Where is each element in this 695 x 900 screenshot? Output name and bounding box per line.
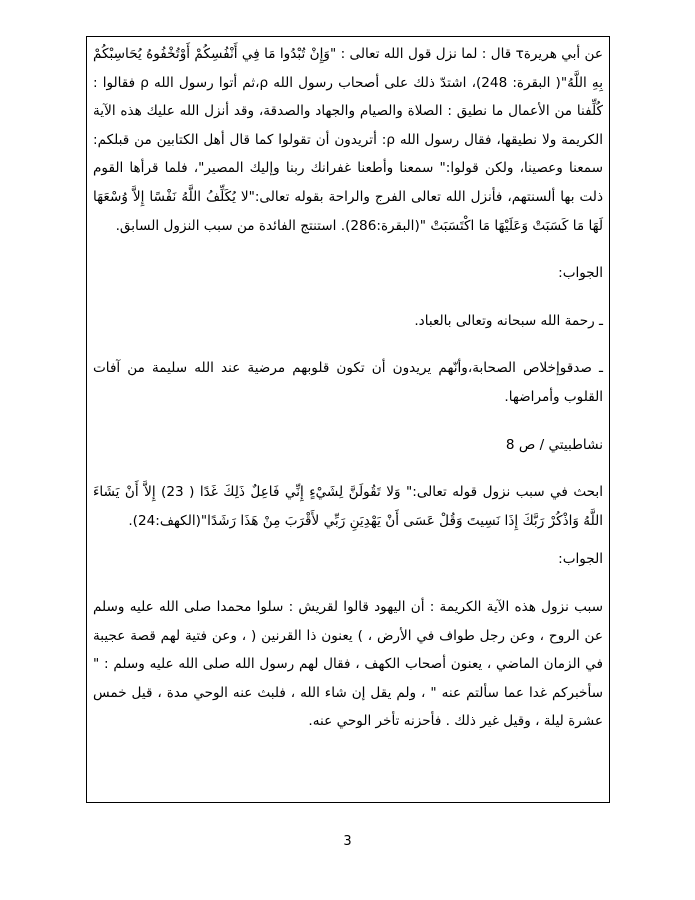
answer-point: ـ رحمة الله سبحانه وتعالى بالعباد.: [414, 312, 603, 329]
page-number: 3: [343, 834, 352, 849]
answer-paragraph: سبب نزول هذه الآية الكريمة : أن اليهود قالوا لقريش : سلوا محمدا صلى الله عليه وسلم عن الروح ، وعن رجل طواف في الأرض ، ) يعنون ذا القرنين ( ، وعن فتية لهم قصة عجيبة في الزمان الماضي ، يعنون أصحاب الكهف ، فقال لهم رسول الله صلى الله عليه وسلم : " سأخبركم غدا عما سألتم عنه " ، ولم يقل إن شاء الله ، فلبث عنه الوحي مدة ، قيل خمس عشرة ليلة ، وقيل غير ذلك . فأحزنه تأخر الوحي عنه.: [93, 598, 603, 730]
activity-heading: نشاطبيتي / ص 8: [505, 436, 603, 453]
activity-question: ابحث في سبب نزول قوله تعالى:" وَلا تَقُولَنَّ لِشَيْءٍ إِنِّي فَاعِلٌ ذَلِكَ غَدًا ( 23) إِلاَّ أَنْ يَشَاءَ اللَّهُ وَاذْكُرْ رَبَّكَ إِذَا نَسِيتَ وَقُلْ عَسَى أَنْ يَهْدِيَنِ رَبِّي لأَقْرَبَ مِنْ هَذَا رَشَدًا"(الكهف:24).: [93, 484, 603, 529]
document-body: [93, 40, 603, 736]
answer-point: ـ صدقوإخلاص الصحابة،وأنّهم يريدون أن تكون قلوبهم مرضية عند الله سليمة من آفات القلوب وأمراضها.: [93, 360, 603, 405]
intro-paragraph: عن أبي هريرةτ قال : لما نزل قول الله تعالى : "وَإِنْ تُبْدُوا مَا فِي أَنْفُسِكُمْ أَوْتُخْفُوهُ يُحَاسِبْكُمْ بِهِ اللَّهُ"( البقرة: 248)، اشتدّ ذلك على أصحاب رسول الله ρ،ثم أتوا رسول الله ρ فقالوا : كُلِّفنا من الأعمال ما نطيق : الصلاة والصيام والجهاد والصدقة، وقد أنزل الله عليك هذه الآية الكريمة ولا نطيقها، فقال رسول الله ρ: أتريدون أن تقولوا كما قال أهل الكتابين من قبلكم: سمعنا وعصينا، ولكن قولوا:" سمعنا وأطعنا غفرانك ربنا وإليك المصير"، فلما قرأها القوم ذلت بها ألسنتهم، فأنزل الله تعالى الفرج والراحة بقوله تعالى:"لا يُكَلِّفُ اللَّهُ نَفْسًا إِلاَّ وُسْعَهَا لَهَا مَا كَسَبَتْ وَعَلَيْهَا مَا اكْتَسَبَتْ "(البقرة:286). استنتج الفائدة من سبب النزول السابق.: [93, 46, 603, 234]
answer-label: الجواب:: [558, 551, 603, 568]
answer-label: الجواب:: [558, 265, 603, 282]
